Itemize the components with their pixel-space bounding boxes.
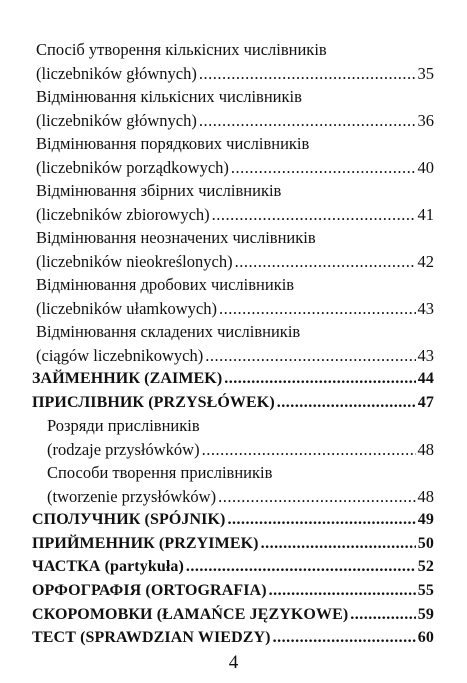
dot-leader: [235, 250, 416, 274]
toc-section-title: ОРФОГРАФІЯ (ORTOGRAFIA): [32, 581, 267, 599]
toc-page-number: 40: [417, 157, 434, 177]
toc-entry-title: Відмінювання порядкових числівників: [36, 134, 310, 153]
toc-entry: [0, 414, 467, 461]
dot-leader: [199, 109, 416, 133]
toc-entry-subtitle: (liczebników ułamkowych): [36, 298, 217, 318]
toc-section: [0, 391, 467, 415]
dot-leader: [261, 532, 416, 556]
toc-entry: [0, 179, 467, 226]
toc-page-number: 49: [417, 511, 434, 529]
toc-page-number: 60: [417, 629, 434, 647]
toc-entry-title: Відмінювання збірних числівників: [36, 181, 282, 200]
toc-entry: [0, 273, 467, 320]
toc-section-title: СПОЛУЧНИК (SPÓJNIK): [32, 511, 226, 529]
toc-section: [0, 626, 467, 650]
toc-page-number: 48: [417, 439, 434, 459]
toc-entry-title: Розряди прислівників: [47, 416, 200, 436]
toc-entry-subtitle: (liczebników porządkowych): [36, 157, 229, 177]
dot-leader: [231, 156, 416, 180]
toc-page-number: 41: [417, 204, 434, 224]
toc-entry-subtitle: (rodzaje przysłówków): [47, 439, 200, 459]
toc-entry-subtitle: (tworzenie przysłówków): [47, 486, 217, 506]
toc-page-number: 43: [417, 345, 434, 365]
toc-page-number: 50: [417, 534, 434, 552]
toc-entry-subtitle: (liczebników zbiorowych): [36, 204, 210, 224]
page-number: 4: [228, 652, 239, 673]
toc-section-title: ТЕСТ (SPRAWDZIAN WIEDZY): [32, 629, 271, 647]
toc-entry-title: Способи творення прислівників: [47, 463, 273, 483]
toc-page-number: 55: [417, 581, 434, 599]
toc-page-number: 42: [417, 251, 434, 271]
dot-leader: [202, 438, 416, 462]
toc-page-number: 59: [417, 605, 434, 623]
toc-entry: [0, 226, 467, 273]
dot-leader: [219, 297, 416, 321]
toc-page-number: 35: [417, 63, 434, 83]
toc-entry: [0, 132, 467, 179]
toc-section-title: ПРИЙМЕННИК (PRZYIMEK): [32, 534, 259, 552]
toc-entry-title: Відмінювання складених числівників: [36, 322, 301, 341]
dot-leader: [224, 367, 416, 391]
dot-leader: [227, 508, 415, 532]
toc-entry-title: Відмінювання кількісних числівників: [36, 87, 302, 106]
toc-entry-title: Відмінювання неозначених числівників: [36, 228, 316, 247]
dot-leader: [212, 203, 416, 227]
toc-page-number: 52: [417, 558, 434, 576]
dot-leader: [350, 603, 416, 627]
toc-section-title: ПРИСЛІВНИК (PRZYSŁÓWEK): [32, 393, 275, 411]
toc-page-number: 44: [417, 370, 434, 387]
dot-leader: [218, 485, 415, 509]
toc-page-number: 43: [417, 298, 434, 318]
dot-leader: [269, 579, 416, 603]
toc-entry: [0, 85, 467, 132]
toc-page-number: 47: [417, 393, 434, 411]
toc-section: [0, 603, 467, 627]
dot-leader: [277, 391, 416, 415]
toc-entry-title: Спосіб утворення кількісних числівників: [36, 40, 327, 59]
toc-entry-subtitle: (liczebników głównych): [36, 110, 197, 130]
dot-leader: [186, 555, 416, 579]
toc-section: [0, 508, 467, 532]
toc-entry-title: Відмінювання дробових числівників: [36, 275, 295, 294]
toc-entry-subtitle: (ciągów liczebnikowych): [36, 345, 204, 365]
toc-section: [0, 367, 467, 391]
dot-leader: [205, 344, 415, 368]
toc-section-title: СКОРОМОВКИ (ŁAMAŃCE JĘZYKOWE): [32, 605, 349, 623]
toc-entry: [0, 38, 467, 85]
toc-section: [0, 532, 467, 556]
toc-section-title: ЧАСТКА (partykuła): [32, 558, 184, 576]
toc-section: [0, 555, 467, 579]
toc-entry-subtitle: (liczebników głównych): [36, 63, 197, 83]
toc-page-number: 48: [417, 486, 434, 506]
toc-page-number: 36: [417, 110, 434, 130]
toc-section-title: ЗАЙМЕННИК (ZAIMEK): [32, 370, 223, 387]
toc-entry: [0, 461, 467, 508]
toc-section: [0, 579, 467, 603]
dot-leader: [199, 62, 416, 86]
table-of-contents: [0, 38, 467, 650]
toc-entry: [0, 320, 467, 367]
dot-leader: [273, 626, 416, 650]
toc-entry-subtitle: (liczebników nieokreślonych): [36, 251, 233, 271]
